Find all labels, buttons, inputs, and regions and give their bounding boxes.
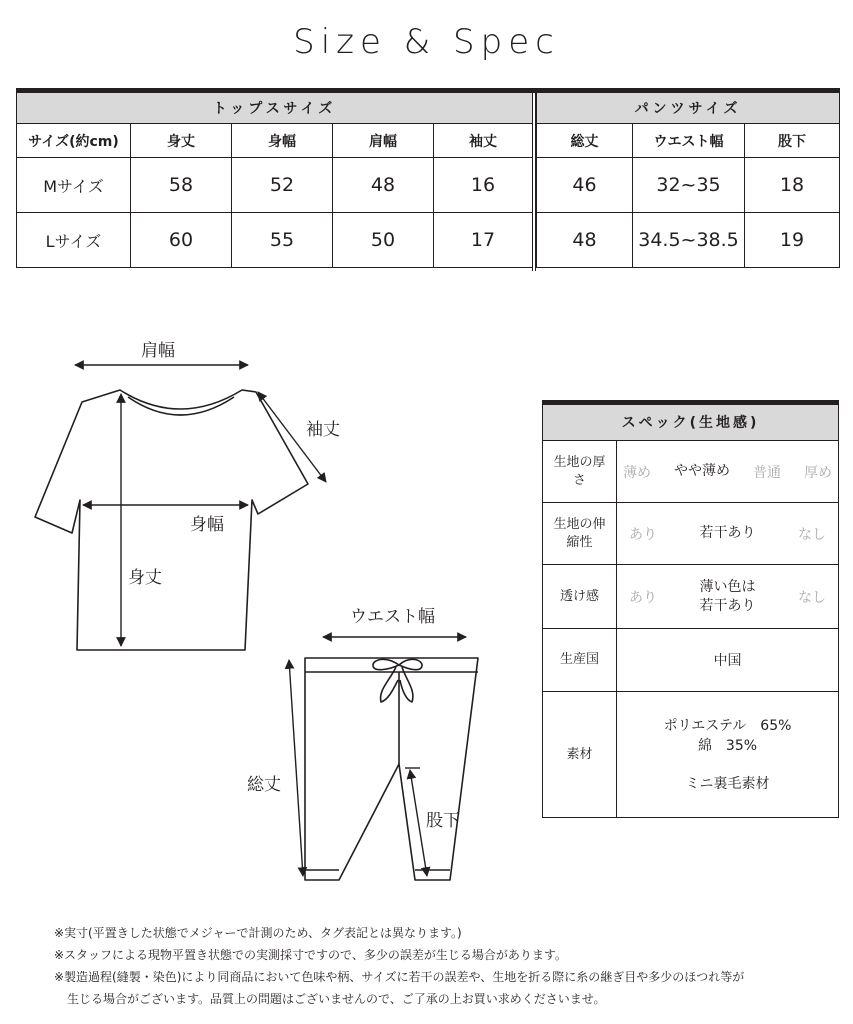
spec-label: 透け感 <box>543 565 617 628</box>
material-line-1: ポリエステル 65% <box>663 717 792 734</box>
note-3: ※製造過程(縫製・染色)により同商品において色味や柄、サイズに若干の誤差や、生地を折る際に糸の継ぎ目や多少のほつれ等が <box>54 970 745 984</box>
tshirt-collar <box>128 397 234 415</box>
option-slightly: 若干あり <box>699 525 756 541</box>
table-cell: 46 <box>537 158 633 213</box>
spec-row-sheer <box>543 565 838 629</box>
table-cell: 32~35 <box>633 158 745 213</box>
table-cell: 48 <box>333 158 434 213</box>
label-total-length: 総丈 <box>247 775 281 795</box>
drawstring-bow <box>373 659 422 669</box>
col-header-inseam: 股下 <box>745 124 840 158</box>
tops-size-header: トップスサイズ <box>17 91 533 124</box>
col-header-shoulder: 肩幅 <box>333 124 434 158</box>
table-cell: 48 <box>537 213 633 268</box>
spec-row-thickness <box>543 441 838 503</box>
spec-options <box>617 441 838 502</box>
note-1: ※実寸(平置きした状態でメジャーで計測のため、タグ表記とは異なります。) <box>54 926 462 940</box>
option-thick: 厚め <box>804 464 832 481</box>
tshirt-outline <box>35 390 308 650</box>
notes <box>54 922 744 1010</box>
label-waist: ウエスト幅 <box>350 607 435 627</box>
table-cell: 18 <box>745 158 840 213</box>
option-yes: あり <box>629 526 657 543</box>
table-cell: 55 <box>232 213 333 268</box>
label-length: 身丈 <box>128 568 162 588</box>
spec-label: 生地の伸縮性 <box>543 503 617 564</box>
spec-table <box>542 400 839 818</box>
label-sleeve: 袖丈 <box>306 420 340 440</box>
spec-label: 生産国 <box>543 629 617 691</box>
table-cell: 50 <box>333 213 434 268</box>
col-header-body-length: 身丈 <box>131 124 232 158</box>
spec-row-material <box>543 692 838 817</box>
spec-label: 素材 <box>543 692 617 817</box>
col-header-total-length: 総丈 <box>537 124 633 158</box>
row-label-l: Lサイズ <box>17 213 131 268</box>
spec-title: スペック(生地感) <box>543 405 838 441</box>
option-no: なし <box>798 526 826 543</box>
spec-row-stretch <box>543 503 838 565</box>
table-cell: 17 <box>434 213 533 268</box>
spec-options <box>617 503 838 564</box>
row-label-m: Mサイズ <box>17 158 131 213</box>
pants-size-header: パンツサイズ <box>537 91 840 124</box>
option-thin: 薄め <box>623 464 651 481</box>
label-shoulder: 肩幅 <box>141 341 175 361</box>
spec-options <box>617 565 838 628</box>
material-value <box>617 692 838 817</box>
table-cell: 34.5~38.5 <box>633 213 745 268</box>
label-width: 身幅 <box>190 515 224 535</box>
row-label-header: サイズ(約cm) <box>17 124 131 158</box>
option-light-colors <box>700 578 756 616</box>
option-yes: あり <box>629 589 657 606</box>
option-normal: 普通 <box>753 464 781 481</box>
table-cell: 52 <box>232 158 333 213</box>
col-header-sleeve: 袖丈 <box>434 124 533 158</box>
option-slightly-thin: やや薄め <box>674 463 730 479</box>
origin-value: 中国 <box>713 653 742 669</box>
note-2: ※スタッフによる現物平置き状態での実測採寸ですので、多少の誤差が生じる場合があります。 <box>54 948 567 962</box>
spec-label: 生地の厚さ <box>543 441 617 502</box>
material-line-2: 綿 35% <box>697 737 758 754</box>
page-title: Size & Spec <box>293 22 560 62</box>
table-cell: 19 <box>745 213 840 268</box>
table-cell: 16 <box>434 158 533 213</box>
sheer-line-1: 薄い色は <box>699 578 756 595</box>
total-length-arrow <box>289 660 303 876</box>
table-cell: 58 <box>131 158 232 213</box>
material-line-3: ミニ裏毛素材 <box>685 775 770 792</box>
table-cell: 60 <box>131 213 232 268</box>
col-header-waist: ウエスト幅 <box>633 124 745 158</box>
col-header-body-width: 身幅 <box>232 124 333 158</box>
option-no: なし <box>798 589 826 606</box>
label-inseam: 股下 <box>426 811 460 831</box>
note-4: 生じる場合がございます。品質上の問題はございませんので、ご了承の上お買い求めくださいませ。 <box>67 992 606 1006</box>
sheer-line-2: 若干あり <box>699 597 756 614</box>
spec-row-origin <box>543 629 838 692</box>
